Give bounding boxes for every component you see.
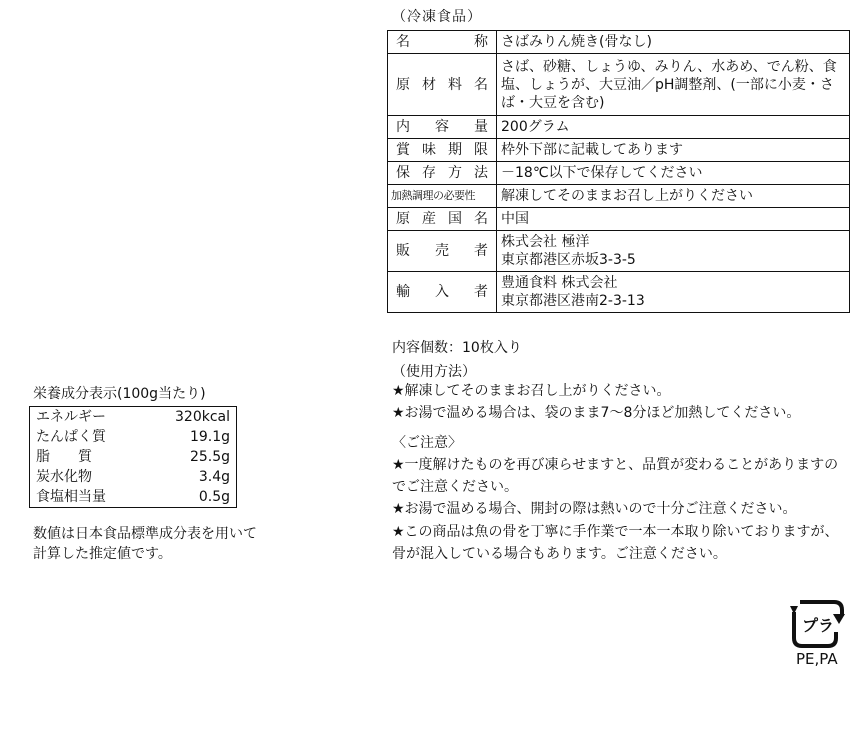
info-key: 輸入者 <box>388 272 497 313</box>
usage-item: ★解凍してそのままお召し上がりください。 <box>392 383 671 399</box>
info-value-address: 東京都港区港南2-3-13 <box>501 293 645 309</box>
info-key: 原産国名 <box>388 208 497 231</box>
nutrient-name: たんぱく質 <box>36 429 106 445</box>
table-row <box>388 208 850 231</box>
recycle-pla-icon <box>790 598 846 650</box>
nutrition-title: 栄養成分表示(100g当たり) <box>33 386 206 402</box>
table-row <box>388 31 850 54</box>
table-row <box>30 427 237 447</box>
info-value: さば、砂糖、しょうゆ、みりん、水あめ、でん粉、食塩、しょうが、大豆油／pH調整剤、(一部に小麦・さば・大豆を含む) <box>497 54 850 116</box>
table-row <box>30 447 237 467</box>
info-key: 保存方法 <box>388 162 497 185</box>
info-value: 中国 <box>497 208 850 231</box>
info-key: 賞味期限 <box>388 139 497 162</box>
info-value-group <box>497 272 850 313</box>
info-key: 原材料名 <box>388 54 497 116</box>
nutrition-note: 数値は日本食品標準成分表を用いて計算した推定値です。 <box>33 526 257 562</box>
info-key: 名称 <box>388 31 497 54</box>
caution-item: ★お湯で温める場合、開封の際は熱いので十分ご注意ください。 <box>392 501 797 517</box>
nutrient-name: 脂 質 <box>36 449 92 465</box>
table-row <box>30 407 237 428</box>
info-value-group <box>497 231 850 272</box>
category-label: （冷凍食品） <box>392 9 482 25</box>
info-key: 加熱調理の必要性 <box>388 185 497 208</box>
usage-item: ★お湯で温める場合は、袋のまま7～8分ほど加熱してください。 <box>392 405 801 421</box>
usage-heading: （使用方法） <box>392 364 476 380</box>
info-value: 株式会社 極洋 <box>501 234 590 250</box>
info-value: －18℃以下で保存してください <box>497 162 850 185</box>
info-value: 200グラム <box>497 116 850 139</box>
recycle-label: プラ <box>801 616 835 635</box>
info-value: さばみりん焼き(骨なし) <box>497 31 850 54</box>
table-row <box>30 487 237 508</box>
caution-heading: 〈ご注意〉 <box>392 435 462 451</box>
content-count: 内容個数：10枚入り <box>392 340 522 356</box>
nutrient-value: 3.4g <box>198 469 230 485</box>
caution-item: ★一度解けたものを再び凍らせますと、品質が変わることがありますのでご注意ください。 <box>392 457 839 495</box>
nutrient-value: 0.5g <box>198 489 230 505</box>
nutrient-name: 食塩相当量 <box>36 489 106 505</box>
nutrient-name: エネルギー <box>36 409 106 425</box>
nutrient-value: 320kcal <box>175 409 230 425</box>
nutrient-value: 19.1g <box>189 429 230 445</box>
material-code: PE,PA <box>796 650 838 668</box>
caution-item: ★この商品は魚の骨を丁寧に手作業で一本一本取り除いておりますが、骨が混入している場合もあります。ご注意ください。 <box>392 524 839 562</box>
table-row <box>388 162 850 185</box>
nutrition-table <box>29 406 237 508</box>
table-row <box>388 185 850 208</box>
info-value: 豊通食料 株式会社 <box>501 275 618 291</box>
nutrient-name: 炭水化物 <box>36 469 92 485</box>
table-row <box>30 467 237 487</box>
table-row <box>388 272 850 313</box>
info-key: 販売者 <box>388 231 497 272</box>
info-value-address: 東京都港区赤坂3-3-5 <box>501 252 636 268</box>
table-row <box>388 116 850 139</box>
table-row <box>388 54 850 116</box>
nutrient-value: 25.5g <box>189 449 230 465</box>
table-row <box>388 231 850 272</box>
info-key: 内容量 <box>388 116 497 139</box>
info-value: 枠外下部に記載してあります <box>497 139 850 162</box>
table-row <box>388 139 850 162</box>
product-info-table <box>387 30 850 313</box>
info-value: 解凍してそのままお召し上がりください <box>497 185 850 208</box>
